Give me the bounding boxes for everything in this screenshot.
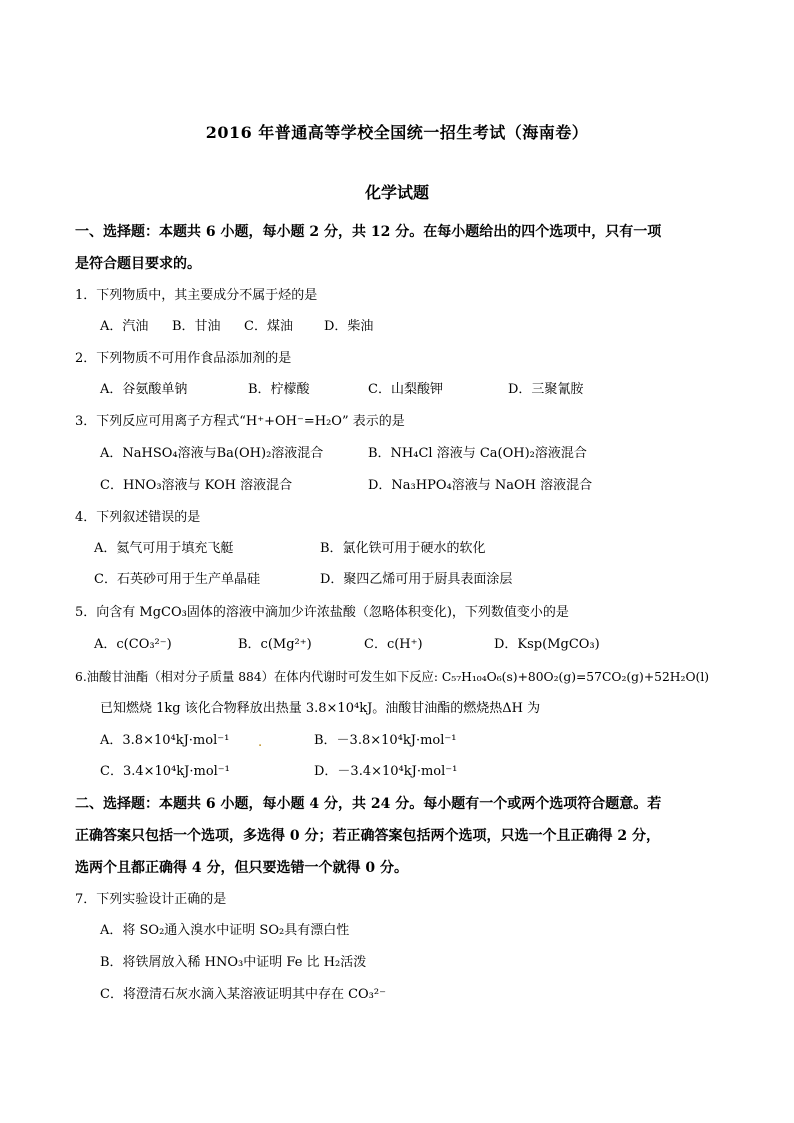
q6-option-d: D．－3.4×10⁴kJ·mol⁻¹: [314, 764, 458, 779]
q4-option-d: D．聚四乙烯可用于厨具表面涂层: [320, 572, 513, 587]
q7-option-a: A．将 SO₂通入溴水中证明 SO₂具有漂白性: [100, 923, 350, 938]
section2-header-line2: 正确答案只包括一个选项，多选得 0 分；若正确答案包括两个选项，只选一个且正确得 2 分，: [75, 828, 660, 844]
q5-option-d: D．Ksp(MgCO₃): [494, 637, 600, 652]
q2-option-d: D．三聚氰胺: [508, 382, 584, 397]
exam-subtitle: 化学试题: [364, 183, 429, 202]
q7-option-b: B．将铁屑放入稀 HNO₃中证明 Fe 比 H₂活泼: [100, 955, 367, 970]
q7-option-c: C．将澄清石灰水滴入某溶液证明其中存在 CO₃²⁻: [100, 987, 386, 1002]
q4-option-c: C．石英砂可用于生产单晶硅: [94, 572, 260, 587]
q4-option-a: A．氦气可用于填充飞艇: [94, 541, 234, 556]
q6-option-c: C．3.4×10⁴kJ·mol⁻¹: [100, 764, 230, 779]
section2-header-line3: 选两个且都正确得 4 分，但只要选错一个就得 0 分。: [75, 860, 408, 876]
q6-option-a: A．3.8×10⁴kJ·mol⁻¹: [100, 733, 230, 748]
section1-header-line1: 一、选择题：本题共 6 小题，每小题 2 分，共 12 分。在每小题给出的四个选项中，只有一项: [75, 224, 662, 240]
q3-stem: 3．下列反应可用离子方程式“H⁺+OH⁻=H₂O” 表示的是: [75, 414, 405, 429]
q2-option-c: C．山梨酸钾: [368, 382, 443, 397]
q2-stem: 2．下列物质不可用作食品添加剂的是: [75, 351, 292, 366]
q3-option-d: D．Na₃HPO₄溶液与 NaOH 溶液混合: [368, 478, 593, 493]
q4-option-b: B．氯化铁可用于硬水的软化: [320, 541, 486, 556]
section2-header-line1: 二、选择题：本题共 6 小题，每小题 4 分，共 24 分。每小题有一个或两个选项符合题意。若: [75, 796, 662, 812]
q1-option-c: C．煤油: [244, 319, 293, 334]
q3-option-b: B．NH₄Cl 溶液与 Ca(OH)₂溶液混合: [368, 446, 587, 461]
q5-option-c: C．c(H⁺): [364, 637, 423, 652]
stray-dot: .: [258, 735, 263, 750]
section1-header-line2: 是符合题目要求的。: [75, 256, 201, 272]
q1-stem: 1．下列物质中，其主要成分不属于烃的是: [75, 288, 318, 303]
q5-option-a: A．c(CO₃²⁻): [94, 637, 172, 652]
q6-option-b: B．－3.8×10⁴kJ·mol⁻¹: [314, 733, 457, 748]
exam-title: 2016 年普通高等学校全国统一招生考试（海南卷）: [205, 123, 589, 142]
q6-stem-line1: 6.油酸甘油酯（相对分子质量 884）在体内代谢时可发生如下反应: C₅₇H₁₀₄O₆(s)+80O₂(g)=57CO₂(g)+52H₂O(l): [75, 670, 710, 684]
q1-option-b: B．甘油: [172, 319, 221, 334]
q6-stem-line2: 已知燃烧 1kg 该化合物释放出热量 3.8×10⁴kJ。油酸甘油酯的燃烧热ΔH 为: [100, 701, 541, 716]
q5-option-b: B．c(Mg²⁺): [238, 637, 312, 652]
q1-option-d: D．柴油: [324, 319, 374, 334]
q4-stem: 4．下列叙述错误的是: [75, 510, 201, 525]
q2-option-a: A．谷氨酸单钠: [100, 382, 188, 397]
q2-option-b: B．柠檬酸: [248, 382, 310, 397]
q5-stem: 5．向含有 MgCO₃固体的溶液中滴加少许浓盐酸（忽略体积变化)，下列数值变小的是: [75, 605, 569, 620]
q1-option-a: A．汽油: [100, 319, 149, 334]
q7-stem: 7．下列实验设计正确的是: [75, 892, 227, 907]
q3-option-c: C．HNO₃溶液与 KOH 溶液混合: [100, 478, 293, 493]
q3-option-a: A．NaHSO₄溶液与Ba(OH)₂溶液混合: [100, 446, 324, 461]
